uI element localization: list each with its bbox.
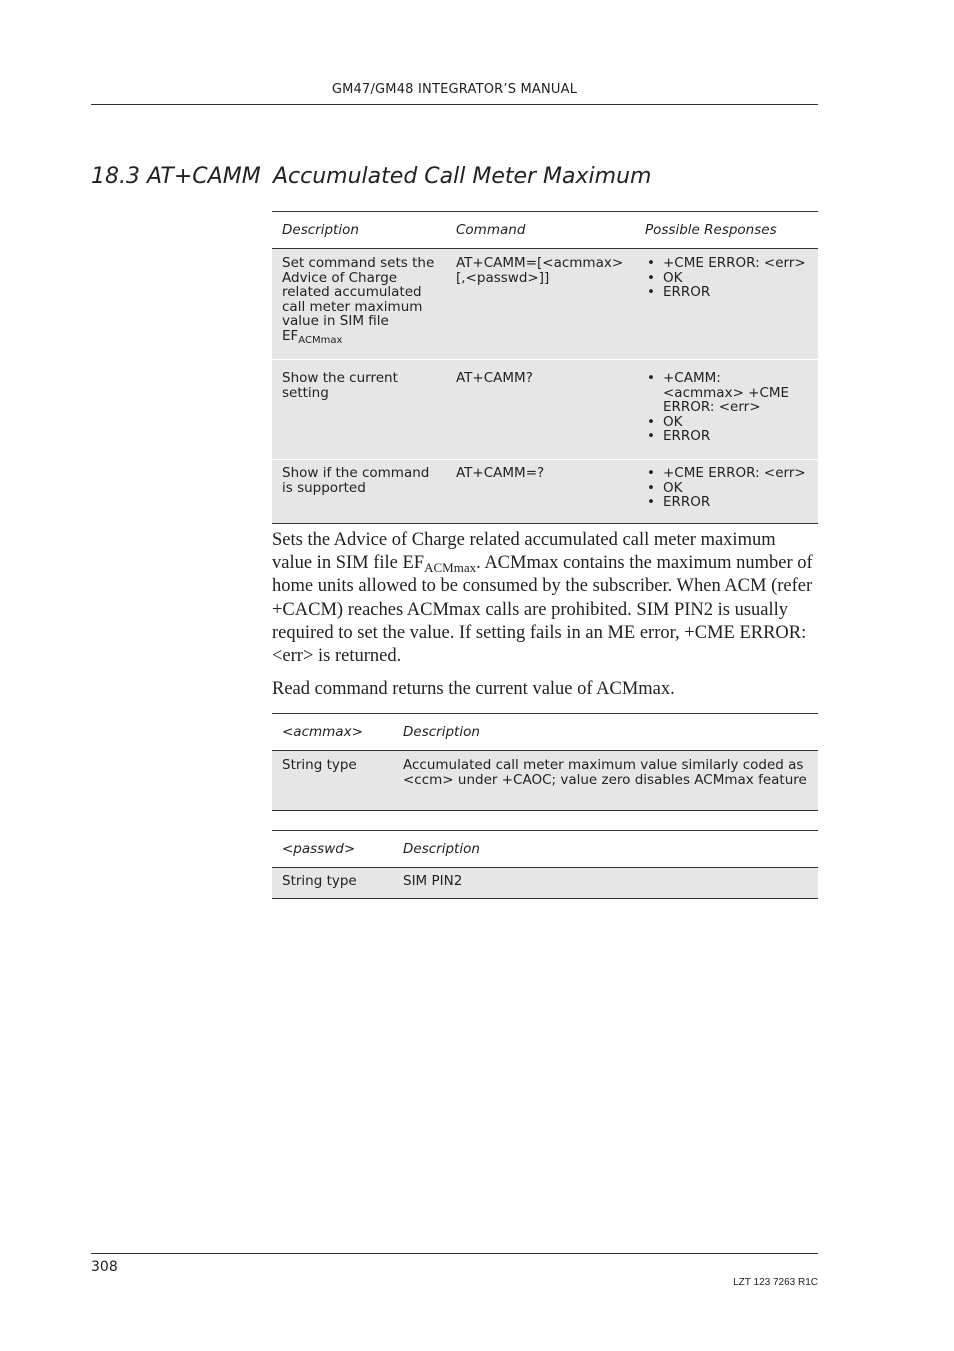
row-responses (635, 249, 818, 360)
column-header: Description (393, 831, 818, 868)
parameter-value: String type (272, 751, 393, 811)
table-row (272, 751, 818, 811)
list-item: • ERROR (645, 495, 812, 510)
section-title: Accumulated Call Meter Maximum (273, 164, 652, 189)
parameter-description: Accumulated call meter maximum value similarly coded as <ccm> under +CAOC; value zero disables ACMmax feature (393, 751, 818, 811)
column-header: <acmmax> (272, 714, 393, 751)
body-paragraph: Sets the Advice of Charge related accumulated call meter maximum value in SIM file $EF_{ACMmax}$. ACMmax contains the maximum number of home units allowed to be consumed by the subscriber. When ACM (refer +CACM) reaches ACMmax calls are prohibited. SIM PIN2 is usually required to set the value. If setting fails in an ME error, +CME ERROR: <err> is returned. (272, 530, 813, 667)
table-row (272, 460, 818, 524)
passwd-parameter-table (272, 830, 818, 899)
row-responses (635, 360, 818, 460)
row-description: Show the current setting (272, 360, 446, 460)
row-command: AT+CAMM=? (446, 460, 635, 524)
running-header: GM47/GM48 INTEGRATOR’S MANUAL (331, 82, 578, 97)
footer-rule (91, 1253, 818, 1254)
table-row (272, 868, 818, 899)
parameter-description: SIM PIN2 (393, 868, 818, 899)
table-row (272, 360, 818, 460)
acmmax-parameter-table (272, 713, 818, 811)
row-description: Show if the command is supported (272, 460, 446, 524)
list-item: • OK (645, 271, 812, 286)
column-header: Description (272, 212, 446, 249)
header-rule (91, 104, 818, 105)
subscript: ACMmax (424, 560, 477, 576)
section-number: 18.3 AT+CAMM (91, 164, 261, 189)
row-description: Set command sets the Advice of Charge related accumulated call meter maximum value in SIM file $EF_{ACMmax}$ (282, 255, 435, 346)
table-row (272, 249, 818, 360)
list-item: • OK (645, 481, 812, 496)
list-item: • +CAMM: <acmmax> +CME ERROR: <err> (645, 371, 812, 415)
row-responses (635, 460, 818, 524)
page-number: 308 (91, 1259, 118, 1275)
parameter-value: String type (272, 868, 393, 899)
table-header-row (272, 714, 818, 751)
list-item: • ERROR (645, 429, 812, 444)
table-header-row (272, 831, 818, 868)
row-command: AT+CAMM? (446, 360, 635, 460)
section-heading (91, 164, 651, 189)
column-header: Command (446, 212, 635, 249)
subscript: ACMmax (298, 334, 343, 346)
table-header-row (272, 212, 818, 249)
column-header: Description (393, 714, 818, 751)
list-item: • +CME ERROR: <err> (645, 466, 812, 481)
column-header: Possible Responses (635, 212, 818, 249)
command-table (272, 211, 818, 524)
list-item: • +CME ERROR: <err> (645, 256, 812, 271)
column-header: <passwd> (272, 831, 393, 868)
list-item: • ERROR (645, 285, 812, 300)
document-id: LZT 123 7263 R1C (733, 1277, 818, 1288)
list-item: • OK (645, 415, 812, 430)
body-paragraph: Read command returns the current value of ACMmax. (272, 679, 675, 699)
row-command: AT+CAMM=[<acmmax>[,<passwd>]] (456, 255, 624, 286)
